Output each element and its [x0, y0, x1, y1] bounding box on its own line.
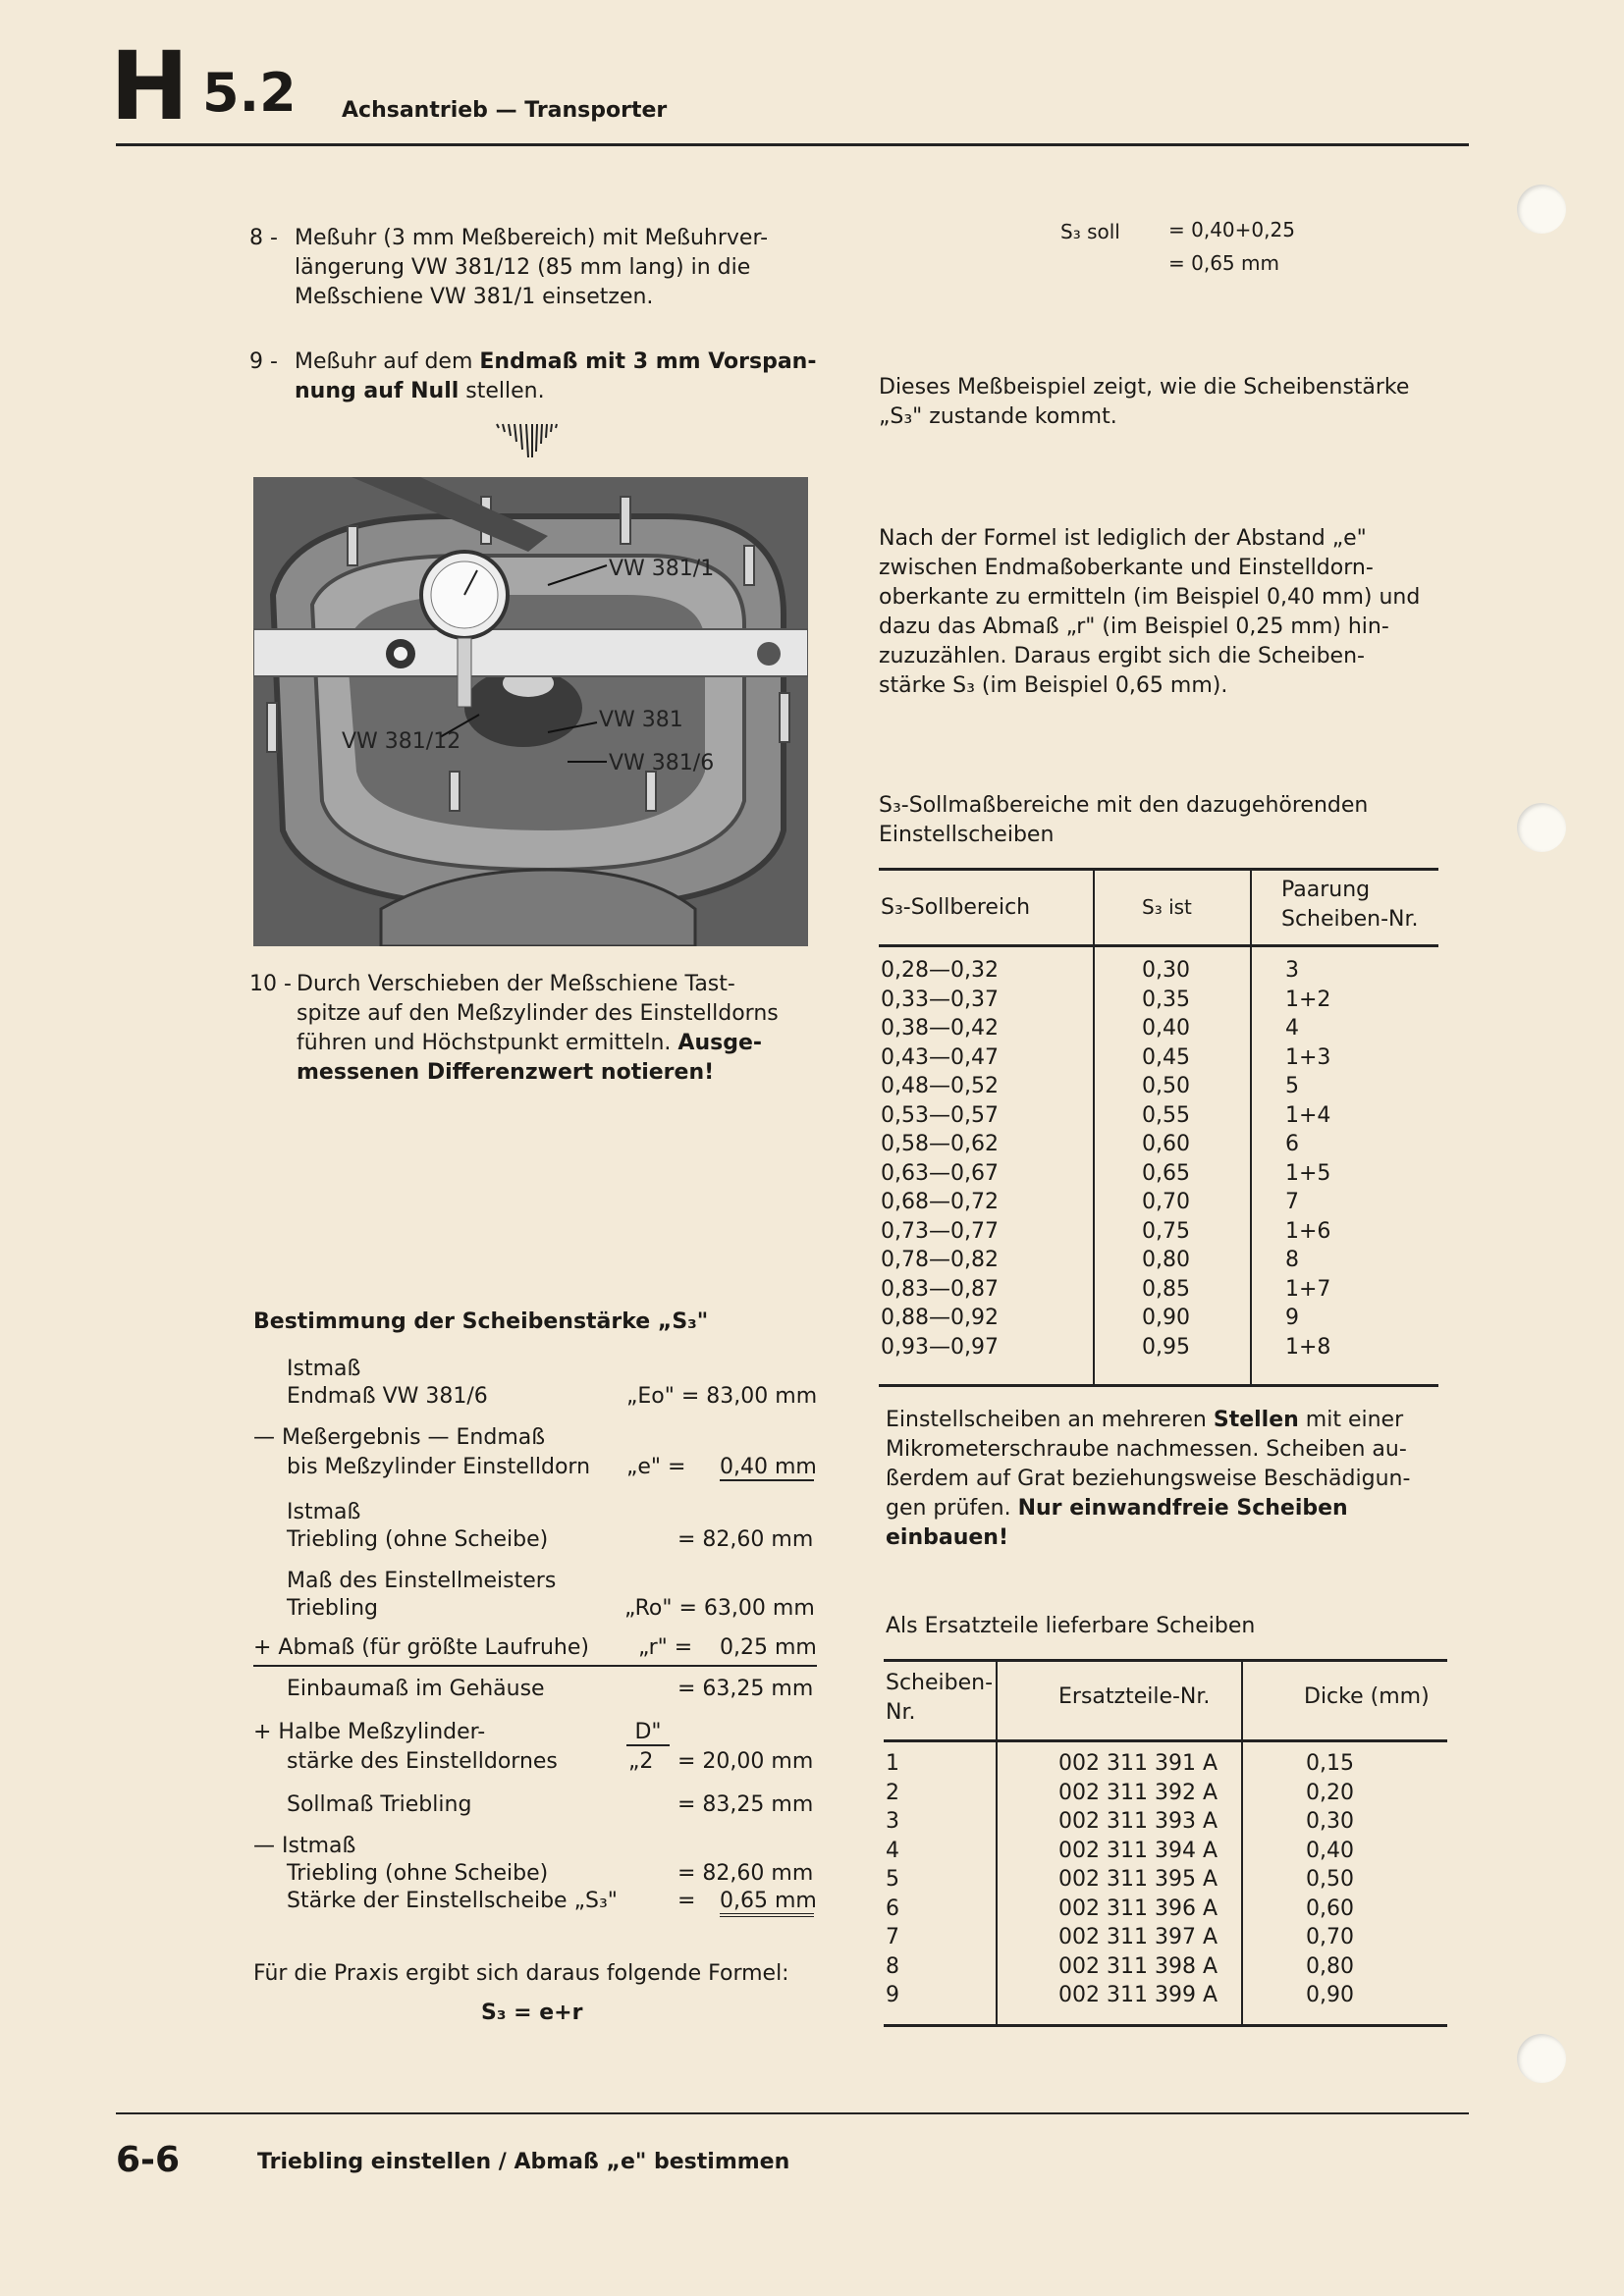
shim-number-cell: 1 — [886, 1751, 899, 1776]
table1-row — [879, 1219, 1438, 1248]
pair-cell: 1+2 — [1285, 987, 1331, 1012]
part-number-cell: 002 311 394 A — [1058, 1838, 1218, 1863]
range-cell: 0,68—0,72 — [881, 1190, 999, 1214]
table2-header-nr: Scheiben- — [886, 1671, 994, 1695]
table2-row — [884, 1896, 1447, 1925]
table2-row — [884, 1781, 1447, 1809]
table1-row — [879, 1016, 1438, 1044]
ist-cell: 0,70 — [1142, 1190, 1190, 1214]
pair-cell: 1+8 — [1285, 1334, 1331, 1360]
shim-number-cell: 5 — [886, 1867, 899, 1892]
pair-cell: 8 — [1285, 1248, 1299, 1272]
table1-header-range: S₃-Sollbereich — [881, 895, 1031, 920]
range-cell: 0,48—0,52 — [881, 1074, 999, 1098]
page-title: Achsantrieb — Transporter — [342, 98, 668, 123]
step-text-bold: Endmaß mit 3 mm Vorspan- — [479, 349, 817, 374]
ist-cell: 0,95 — [1142, 1334, 1190, 1360]
text-line: dazu das Abmaß „r" (im Beispiel 0,25 mm) hin- — [879, 614, 1389, 639]
step-text-bold: messenen Differenzwert notieren! — [297, 1060, 715, 1085]
part-number-cell: 002 311 397 A — [1058, 1925, 1218, 1949]
pair-cell: 1+6 — [1285, 1218, 1331, 1244]
calc-value: „e" = — [626, 1455, 686, 1479]
formula-explanation — [879, 524, 1468, 701]
calc-label: Triebling (ohne Scheibe) — [287, 1527, 549, 1552]
pair-cell: 5 — [1285, 1074, 1299, 1098]
step-line: Meßschiene VW 381/1 einsetzen. — [295, 285, 654, 309]
photo-label-2: VW 381/12 — [342, 729, 461, 754]
text: gen prüfen. — [886, 1496, 1018, 1521]
calc-label: Einbaumaß im Gehäuse — [287, 1677, 545, 1701]
table1-row — [879, 1190, 1438, 1218]
thickness-cell: 0,60 — [1306, 1896, 1354, 1921]
step-number: 8 - — [249, 226, 278, 250]
pair-cell: 4 — [1285, 1016, 1299, 1041]
gearbox-photo — [253, 477, 808, 946]
calc-value: = — [677, 1889, 696, 1913]
table1-row — [879, 1335, 1438, 1363]
step-10 — [249, 970, 819, 1092]
pair-cell: 7 — [1285, 1190, 1299, 1214]
calc-label: + Halbe Meßzylinder- — [253, 1720, 486, 1744]
table2-row — [884, 1751, 1447, 1780]
thickness-cell: 0,70 — [1306, 1925, 1354, 1949]
step-text: stellen. — [459, 379, 545, 403]
step-number: 9 - — [249, 349, 278, 374]
table1-row — [879, 1103, 1438, 1132]
table1-row — [879, 1248, 1438, 1276]
text-line: S₃-Sollmaßbereiche mit den dazugehörenden — [879, 793, 1369, 818]
range-cell: 0,33—0,37 — [881, 987, 999, 1012]
part-number-cell: 002 311 392 A — [1058, 1780, 1218, 1805]
step-text: Meßuhr auf dem — [295, 349, 480, 374]
calc-label: Sollmaß Triebling — [287, 1792, 472, 1817]
calc-value: = 82,60 mm — [677, 1861, 814, 1886]
text: mit einer — [1298, 1408, 1404, 1432]
footer-rule — [116, 2112, 1469, 2114]
formula: S₃ = e+r — [481, 2001, 583, 2025]
table2-row — [884, 1954, 1447, 1983]
calc-label: — Meßergebnis — Endmaß — [253, 1425, 546, 1450]
step-9 — [249, 347, 839, 408]
step-text-bold: Ausge- — [677, 1031, 763, 1055]
calc-result: 0,65 mm — [720, 1889, 814, 1917]
table1-row — [879, 1132, 1438, 1160]
calc-value: = 20,00 mm — [677, 1749, 814, 1774]
shim-note — [886, 1406, 1475, 1553]
part-number-cell: 002 311 395 A — [1058, 1867, 1218, 1892]
step-line: Meßuhr (3 mm Meßbereich) mit Meßuhrver- — [295, 226, 769, 250]
part-number-cell: 002 311 391 A — [1058, 1751, 1218, 1776]
range-cell: 0,83—0,87 — [881, 1276, 999, 1302]
part-number-cell: 002 311 393 A — [1058, 1809, 1218, 1834]
ist-cell: 0,65 — [1142, 1160, 1190, 1186]
calc-value: „r" = — [638, 1635, 693, 1660]
calc-label: Triebling (ohne Scheibe) — [287, 1861, 549, 1886]
table2-row — [884, 1839, 1447, 1867]
calc-label: Maß des Einstellmeisters — [287, 1569, 557, 1593]
table2-row — [884, 1809, 1447, 1838]
text-line: Nach der Formel ist lediglich der Abstand „e" — [879, 526, 1367, 551]
table1-caption — [879, 791, 1468, 850]
table1-row — [879, 1074, 1438, 1102]
punch-hole-top — [1517, 185, 1566, 234]
table2-row — [884, 1867, 1447, 1896]
ist-cell: 0,60 — [1142, 1132, 1190, 1156]
pair-cell: 1+7 — [1285, 1276, 1331, 1302]
text-bold: Nur einwandfreie Scheiben einbauen! — [886, 1496, 1348, 1550]
step-line: Durch Verschieben der Meßschiene Tast- — [297, 972, 735, 996]
range-cell: 0,28—0,32 — [881, 958, 999, 983]
ist-cell: 0,35 — [1142, 987, 1190, 1012]
shim-number-cell: 8 — [886, 1953, 899, 1979]
table2-header-nr2: Nr. — [886, 1700, 916, 1725]
photo-label-3: VW 381 — [599, 708, 683, 732]
thickness-cell: 0,30 — [1306, 1809, 1354, 1834]
down-arrow-icon — [481, 422, 579, 461]
text-line: Mikrometerschraube nachmessen. Scheiben au- — [886, 1437, 1407, 1462]
calc-label: Triebling — [287, 1596, 378, 1621]
practice-text: Für die Praxis ergibt sich daraus folgende Formel: — [253, 1961, 789, 1986]
photo-label-4: VW 381/6 — [609, 751, 715, 775]
table2-row — [884, 1983, 1447, 2011]
table1-row — [879, 1306, 1438, 1334]
calc-label: Stärke der Einstellscheibe „S₃" — [287, 1889, 618, 1913]
calc-label: — Istmaß — [253, 1834, 356, 1858]
table1-row — [879, 1045, 1438, 1074]
section-number: 5.2 — [202, 62, 297, 124]
text-line: „S₃" zustande kommt. — [879, 404, 1117, 429]
part-number-cell: 002 311 396 A — [1058, 1896, 1218, 1921]
calc-value: = 82,60 mm — [677, 1527, 814, 1552]
ist-cell: 0,30 — [1142, 958, 1190, 983]
thickness-cell: 0,40 — [1306, 1838, 1354, 1863]
punch-hole-middle — [1517, 803, 1566, 852]
step-text: führen und Höchstpunkt ermitteln. — [297, 1031, 678, 1055]
text-line: oberkante zu ermitteln (im Beispiel 0,40 mm) und — [879, 585, 1421, 610]
calc-value: 0,40 mm — [720, 1455, 817, 1479]
calc-value: = 63,25 mm — [677, 1677, 814, 1701]
calc-label: Istmaß — [287, 1357, 361, 1381]
s3-soll-block — [1060, 218, 1355, 287]
table2-header-thick: Dicke (mm) — [1304, 1684, 1430, 1709]
pair-cell: 9 — [1285, 1306, 1299, 1330]
calc-heading: Bestimmung der Scheibenstärke „S₃" — [253, 1309, 709, 1334]
text-line: ßerdem auf Grat beziehungsweise Beschädigun- — [886, 1467, 1411, 1491]
range-cell: 0,78—0,82 — [881, 1248, 999, 1272]
s3-soll-line2: = 0,65 mm — [1168, 251, 1279, 275]
part-number-cell: 002 311 398 A — [1058, 1953, 1218, 1979]
shim-number-cell: 2 — [886, 1780, 899, 1805]
calc-label: Endmaß VW 381/6 — [287, 1384, 488, 1409]
shim-number-cell: 9 — [886, 1983, 899, 2007]
ist-cell: 0,40 — [1142, 1016, 1190, 1041]
step-line: längerung VW 381/12 (85 mm lang) in die — [295, 255, 751, 280]
table1-row — [879, 958, 1438, 987]
thickness-cell: 0,50 — [1306, 1867, 1354, 1892]
table1-row — [879, 988, 1438, 1016]
calc-fraction-top: D" — [626, 1720, 670, 1746]
calc-label: bis Meßzylinder Einstelldorn — [287, 1455, 591, 1479]
ist-cell: 0,75 — [1142, 1218, 1190, 1244]
range-cell: 0,88—0,92 — [881, 1306, 999, 1330]
calc-fraction-bottom: „2 — [628, 1749, 654, 1774]
text-line: Dieses Meßbeispiel zeigt, wie die Scheibenstärke — [879, 375, 1410, 400]
s3-soll-label: S₃ soll — [1060, 220, 1120, 243]
range-cell: 0,53—0,57 — [881, 1102, 999, 1128]
table1-header-pair: Paarung — [1281, 878, 1371, 902]
table1-row — [879, 1277, 1438, 1306]
pair-cell: 1+4 — [1285, 1102, 1331, 1128]
text-line: zwischen Endmaßoberkante und Einstelldorn- — [879, 556, 1374, 580]
example-text — [879, 373, 1468, 432]
text-bold: Stellen — [1213, 1408, 1299, 1432]
text-line: stärke S₃ (im Beispiel 0,65 mm). — [879, 673, 1228, 698]
ist-cell: 0,55 — [1142, 1102, 1190, 1128]
header-rule — [116, 143, 1469, 146]
table2-caption: Als Ersatzteile lieferbare Scheiben — [886, 1614, 1256, 1638]
text-line: Einstellscheiben — [879, 823, 1055, 847]
shim-number-cell: 3 — [886, 1809, 899, 1834]
calc-label: stärke des Einstelldornes — [287, 1749, 558, 1774]
step-text-bold: nung auf Null — [295, 379, 460, 403]
range-cell: 0,38—0,42 — [881, 1016, 999, 1041]
table2-row — [884, 1925, 1447, 1953]
punch-hole-bottom — [1517, 2034, 1566, 2083]
footer-title: Triebling einstellen / Abmaß „e" bestimmen — [257, 2150, 790, 2174]
table1-header-ist: S₃ ist — [1142, 895, 1192, 919]
calc-value: „Eo" = 83,00 mm — [626, 1384, 818, 1409]
calc-label: Istmaß — [287, 1500, 361, 1524]
ist-cell: 0,90 — [1142, 1306, 1190, 1330]
part-number-cell: 002 311 399 A — [1058, 1983, 1218, 2007]
text: Einstellscheiben an mehreren — [886, 1408, 1214, 1432]
thickness-cell: 0,90 — [1306, 1983, 1354, 2007]
ist-cell: 0,45 — [1142, 1044, 1190, 1070]
table1-row — [879, 1161, 1438, 1190]
shim-number-cell: 6 — [886, 1896, 899, 1921]
table1 — [879, 868, 1438, 1388]
calc-value: = 83,25 mm — [677, 1792, 814, 1817]
thickness-cell: 0,80 — [1306, 1953, 1354, 1979]
calc-block — [253, 1357, 823, 1946]
text-line: zuzuzählen. Daraus ergibt sich die Scheiben- — [879, 644, 1365, 668]
thickness-cell: 0,20 — [1306, 1780, 1354, 1805]
range-cell: 0,58—0,62 — [881, 1132, 999, 1156]
ist-cell: 0,80 — [1142, 1248, 1190, 1272]
table1-header-nr: Scheiben-Nr. — [1281, 907, 1419, 932]
pair-cell: 1+3 — [1285, 1044, 1331, 1070]
calc-rule — [253, 1665, 817, 1667]
calc-label: + Abmaß (für größte Laufruhe) — [253, 1635, 589, 1660]
shim-number-cell: 4 — [886, 1838, 899, 1863]
step-8 — [249, 224, 839, 314]
calc-value: „Ro" = 63,00 mm — [624, 1596, 815, 1621]
table2 — [884, 1659, 1447, 2028]
ist-cell: 0,50 — [1142, 1074, 1190, 1098]
thickness-cell: 0,15 — [1306, 1751, 1354, 1776]
page-number: 6-6 — [116, 2140, 181, 2180]
shim-number-cell: 7 — [886, 1925, 899, 1949]
pair-cell: 6 — [1285, 1132, 1299, 1156]
range-cell: 0,63—0,67 — [881, 1160, 999, 1186]
section-letter: H — [110, 31, 188, 141]
calc-value: 0,25 mm — [720, 1635, 817, 1660]
s3-soll-line1: = 0,40+0,25 — [1168, 218, 1295, 241]
step-number: 10 - — [249, 972, 292, 996]
photo-label-1: VW 381/1 — [609, 557, 715, 581]
range-cell: 0,73—0,77 — [881, 1218, 999, 1244]
table2-header-part: Ersatzteile-Nr. — [1058, 1684, 1211, 1709]
step-line: spitze auf den Meßzylinder des Einstelldorns — [297, 1001, 779, 1026]
range-cell: 0,93—0,97 — [881, 1334, 999, 1360]
pair-cell: 3 — [1285, 958, 1299, 983]
ist-cell: 0,85 — [1142, 1276, 1190, 1302]
pair-cell: 1+5 — [1285, 1160, 1331, 1186]
range-cell: 0,43—0,47 — [881, 1044, 999, 1070]
